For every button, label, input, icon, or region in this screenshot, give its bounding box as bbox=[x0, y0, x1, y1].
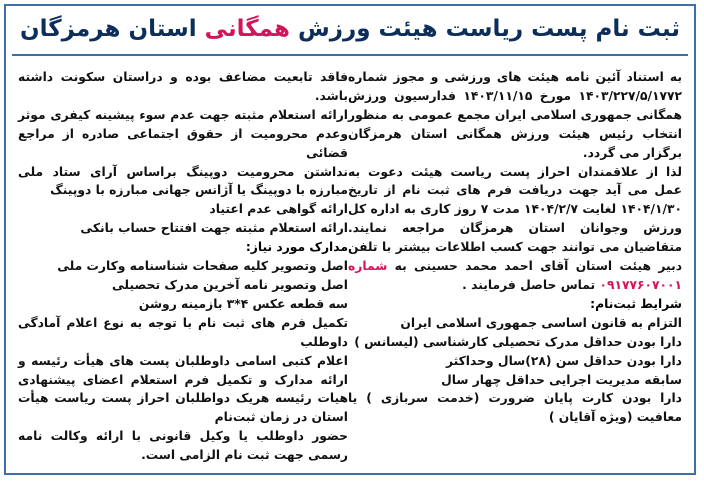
title-part1: ثبت نام پست ریاست هیئت ورزش bbox=[297, 16, 680, 42]
requirement-item: ارائه گواهی عدم اعتیاد bbox=[209, 202, 348, 217]
intro-paragraph: به استناد آئین نامه هیئت های ورزشی و مجوز شماره ۱۴۰۳/۲۲۷/۵/۱۷۷۲ مورخ ۱۴۰۳/۱۱/۱۵ فدارسیون ورزش همگانی جمهوری اسلامی ایران مجمع عمومی به منظور انتخاب رئیس هیئت ورزش همگانی استان هرمزگان برگزار می گردد. bbox=[348, 70, 682, 160]
document-item: اصل وتصویر کلیه صفحات شناسنامه وکارت ملی bbox=[57, 259, 348, 274]
invitation-paragraph bbox=[348, 163, 682, 295]
phone-number: شماره ۰۹۱۷۷۶۰۷۰۰۱ bbox=[348, 259, 682, 292]
condition-item: دارا بودن حداقل سن (۲۸)سال وحداکثر bbox=[445, 353, 682, 368]
notice-frame bbox=[4, 4, 696, 475]
page-title bbox=[6, 6, 694, 52]
left-column bbox=[18, 68, 348, 465]
condition-item: دارا بودن حداقل مدرک تحصیلی کارشناسی (لیسانس ) bbox=[354, 334, 682, 349]
title-part2: استان هرمزگان bbox=[20, 16, 197, 42]
documents-title: مدارک مورد نیاز: bbox=[245, 240, 348, 255]
requirement-item: ارائه استعلام مثبته جهت افتتاح حساب بانکی bbox=[80, 221, 348, 236]
invitation-tail: تماس حاصل فرمایند . bbox=[462, 277, 596, 292]
condition-item: سابقه مدیریت اجرایی حداقل چهار سال bbox=[441, 372, 682, 387]
procedure-item: حضور داوطلب یا وکیل قانونی با ارائه وکالت نامه رسمی جهت ثبت نام الزامی است. bbox=[18, 429, 348, 463]
procedure-item: اعلام کتبی اسامی داوطلبان پست های هیأت رئیسه و ارائه مدارک و تکمیل فرم استعلام اعضای پیشنهادی هیات رئیسه هریک دواطلبان احراز پست ریاست هیأت استان در زمان ثبت‌نام bbox=[18, 353, 348, 425]
conditions-title: شرایط ثبت‌نام: bbox=[590, 296, 682, 311]
requirement-item: نداشتن محرومیت دوپینگ براساس آرای ستاد ملی مبارزه با دوپینگ یا آژانس جهانی مبارزه با دوپینگ bbox=[18, 164, 348, 198]
condition-item: دارا بودن کارت پایان ضرورت (خدمت سربازی ) یا معافیت (ویژه آقایان ) bbox=[348, 391, 682, 425]
condition-item: التزام به قانون اساسی جمهوری اسلامی ایران bbox=[400, 315, 682, 330]
document-item: اصل وتصویر نامه آخرین مدرک تحصیلی bbox=[111, 277, 348, 292]
right-column bbox=[348, 68, 682, 465]
header-divider bbox=[12, 54, 688, 56]
document-item: سه قطعه عکس ۴*۳ بازمینه روشن bbox=[138, 296, 348, 311]
requirement-item: فاقد تابعیت مضاعف بوده و دراستان سکونت داشته باشد. bbox=[18, 70, 348, 103]
title-accent: همگانی bbox=[204, 16, 290, 42]
invitation-text: لذا از علاقمندان احراز پست ریاست هیئت دعوت به عمل می آید جهت دریافت فرم های ثبت نام از تاریخ ۱۴۰۴/۱/۳۰ لغایت ۱۴۰۴/۲/۷ مدت ۷ روز کاری به اداره کل ورزش وجوانان استان هرمزگان مراجعه نمایند. متقاضیان می توانند جهت کسب اطلاعات بیشتر با تلفن دبیر هیئت استان آقای احمد محمد حسینی به bbox=[348, 164, 683, 274]
requirement-item: ارائه استعلام مثبته جهت عدم سوء پیشینه کیفری موثر وعدم محرومیت از حقوق اجتماعی صادره از مراجع قضائی bbox=[18, 107, 348, 160]
procedure-item: تکمیل فرم های ثبت نام با توجه به نوع اعلام آمادگی داوطلب bbox=[18, 315, 348, 349]
